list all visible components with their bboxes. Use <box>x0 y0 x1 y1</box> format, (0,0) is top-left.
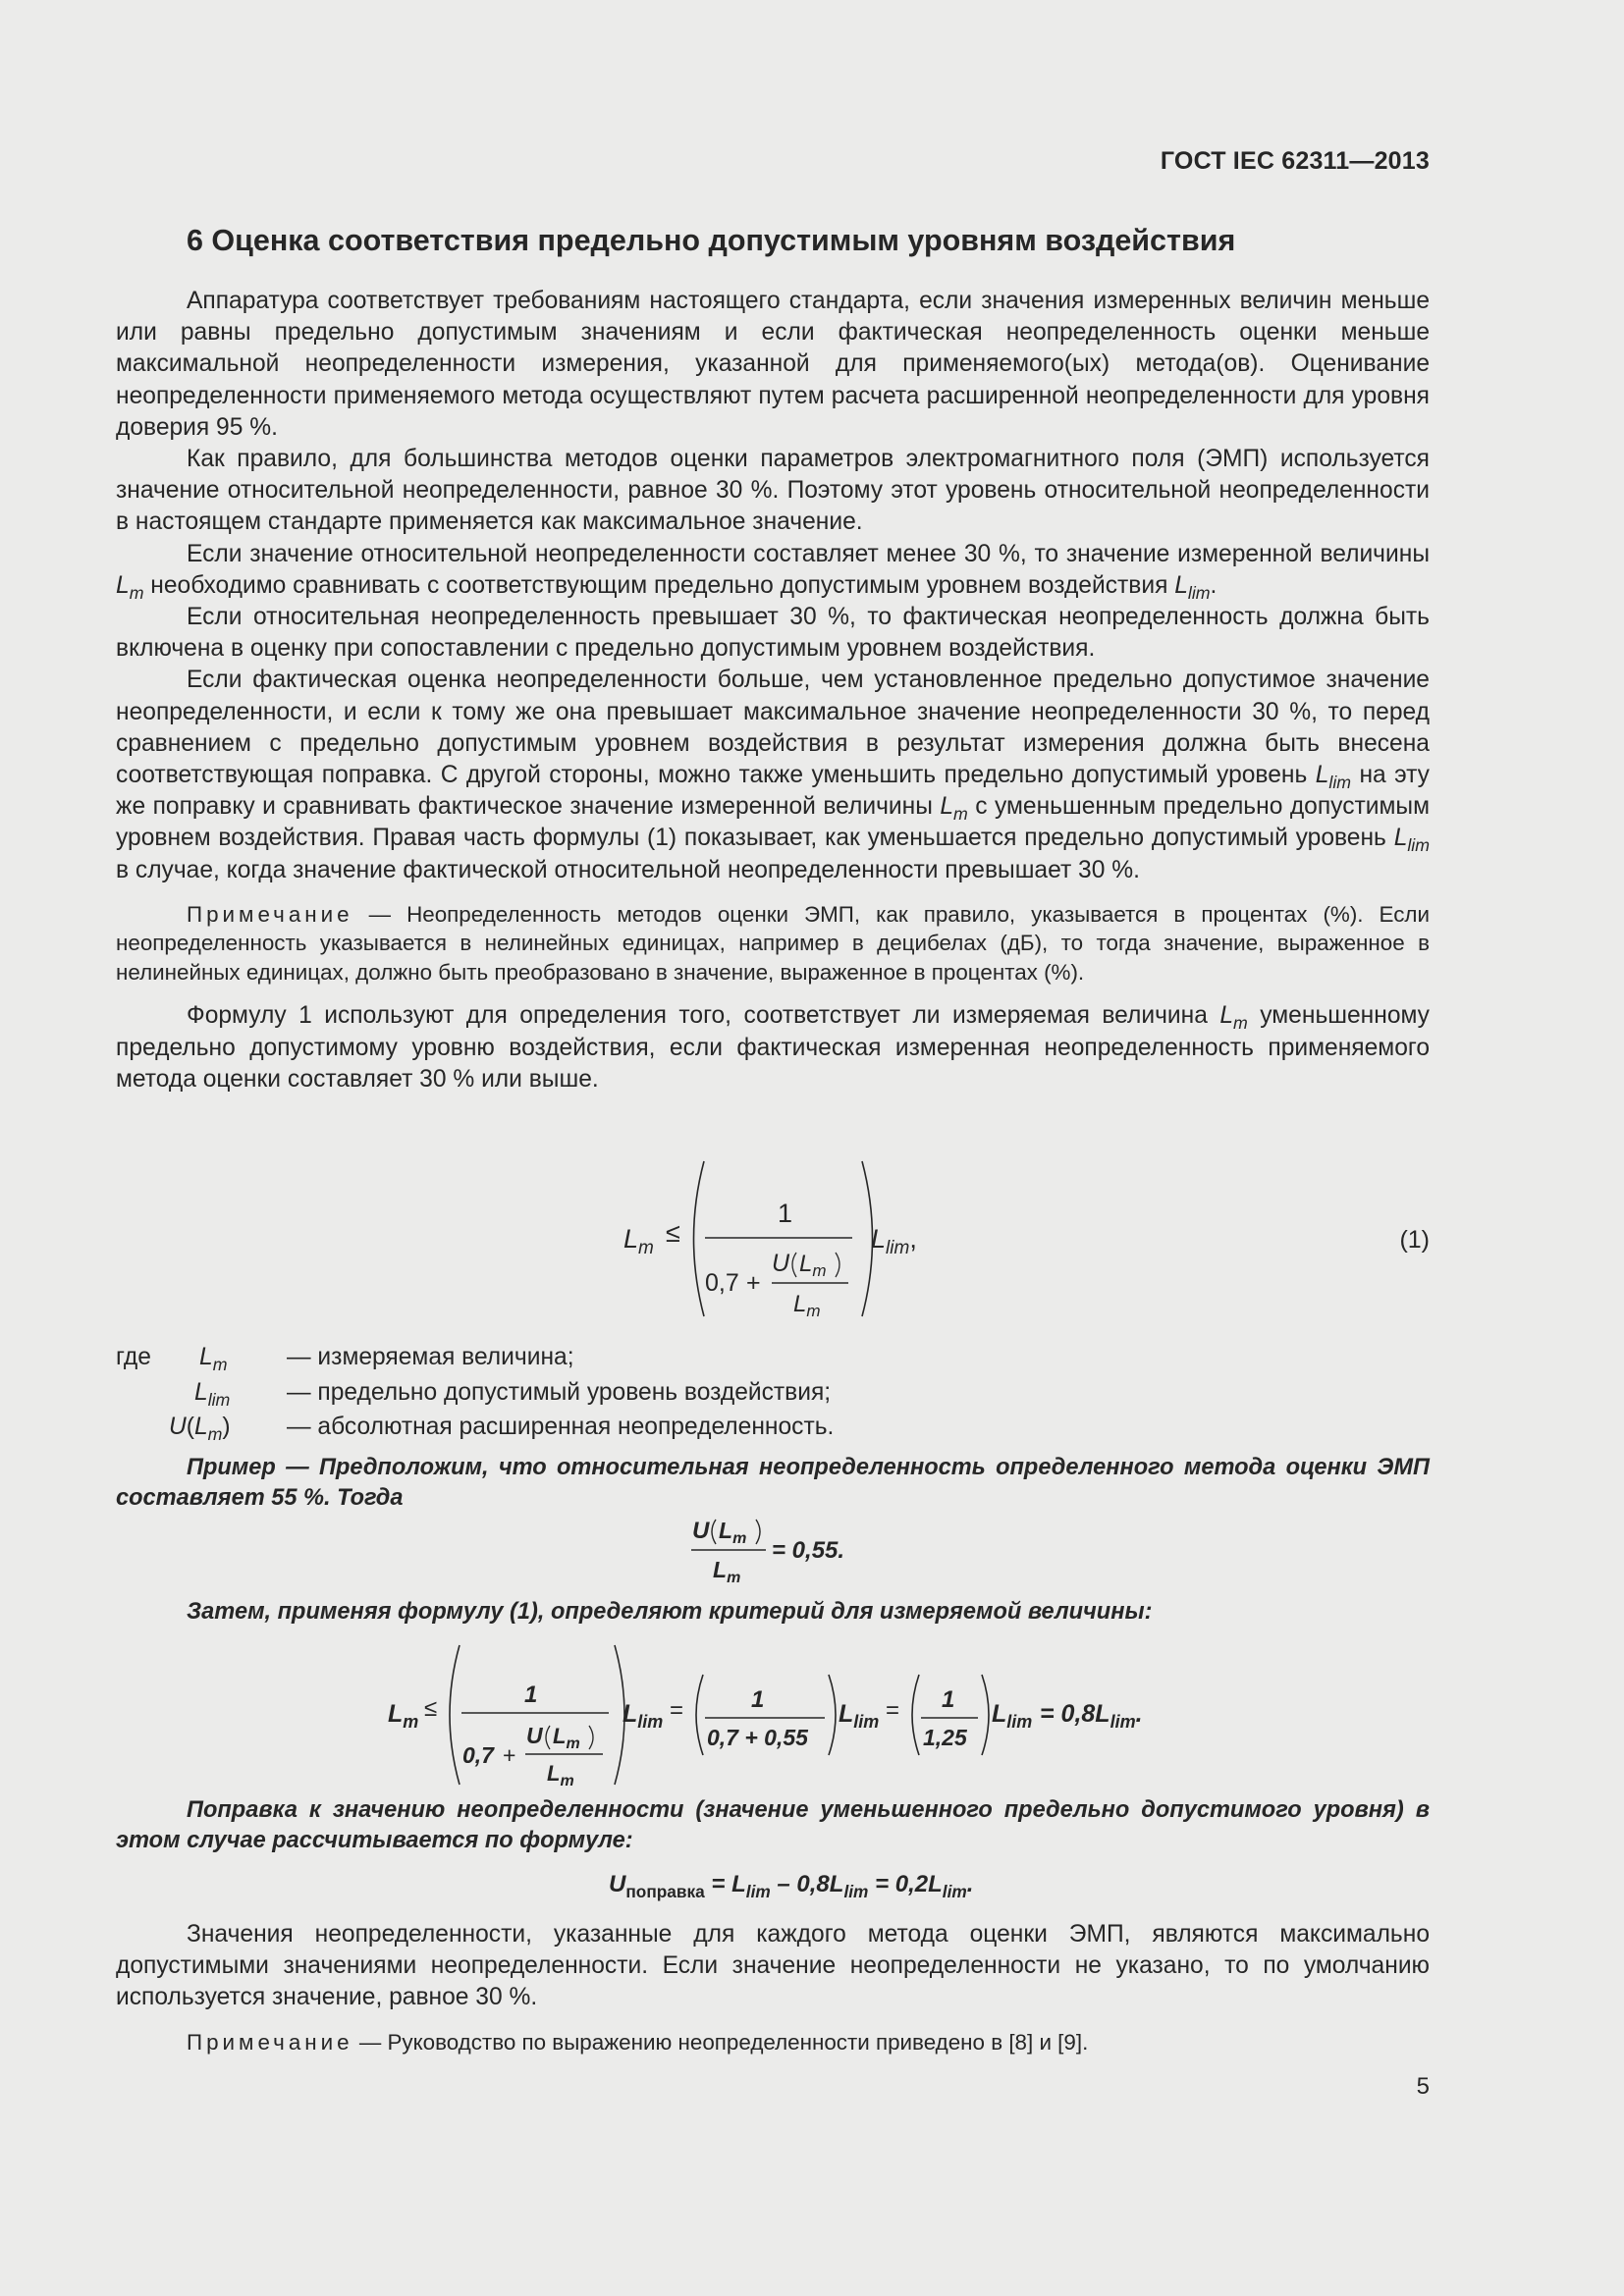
legend-symbol: $L_m$ <box>199 1344 228 1375</box>
calc-lhs: $L_m$ <box>388 1700 419 1732</box>
formula-1-numerator: 1 <box>778 1199 793 1228</box>
correction-intro-block <box>116 1795 1430 1856</box>
calc-u-lm: $L_m$ <box>553 1724 580 1752</box>
calc-rparen-3 <box>982 1675 989 1755</box>
section-title: 6 Оценка соответствия предельно допустимым уровням воздействия <box>187 224 1236 257</box>
calc-llim-1: $L_{lim}$ <box>623 1700 664 1732</box>
paragraph-6: Формулу 1 используют для определения того, соответствует ли измеряемая величина $L_m$ уменьшенному предельно допустимому уровню воздействия, если фактическая измеренная неопределенность применяемого метода оценки составляет 30 % или выше. <box>116 1002 1430 1093</box>
example-ratio-formula <box>687 1512 884 1590</box>
calc-lparen-1 <box>450 1645 460 1785</box>
example-then: Затем, применяя формулу (1), определяют критерий для измеряемой величины: <box>187 1599 1153 1625</box>
calc-lparen-3 <box>912 1675 919 1755</box>
legend-symbol: $U(L_m)$ <box>169 1414 231 1445</box>
note-1: Примечание — Неопределенность методов оценки ЭМП, как правило, указывается в процентах (%). Если неопределенность указывается в нелинейных единицах, например в децибелах (дБ), то тогда значение, выраженное в нелинейных единицах, должно быть преобразовано в значение, выраженное в процентах (%). <box>116 901 1430 985</box>
formula-1-leq: ≤ <box>666 1218 680 1248</box>
formula-1-llim: $L_{lim}$, <box>871 1224 917 1258</box>
example-calc-formula <box>383 1641 1188 1789</box>
formula-1-inner-numerator: U <box>772 1250 790 1277</box>
standard-header: ГОСТ IEC 62311—2013 <box>1160 147 1430 175</box>
formula-1-inner-lparen <box>792 1253 796 1277</box>
example-intro: Пример — Предположим, что относительная неопределенность определенного метода оценки ЭМП составляет 55 %. Тогда <box>116 1455 1430 1511</box>
paragraph-5: Если фактическая оценка неопределенности больше, чем установленное предельно допустимое значение неопределенности, и если к тому же она превышает максимальное значение неопределенности 30 %, то перед сравнением с предельно допустимым уровнем воздействия в результат измерения должна быть внесена соответствующая поправка. С другой стороны, можно также уменьшить предельно допустимый уровень $L_{lim}$ на эту же поправку и сравнивать фактическое значение измеренной величины $L_m$ с уменьшенным предельно допустимым уровнем воздействия. Правая часть формулы (1) показывает, как уменьшается предельно допустимый уровень $L_{lim}$ в случае, когда значение фактической относительной неопределенности превышает 30 %. <box>116 667 1430 883</box>
calc-u-lparen <box>546 1726 550 1749</box>
formula-1-inner-denominator: $L_m$ <box>793 1291 821 1320</box>
calc-plus: + <box>503 1742 516 1768</box>
formula-1-lhs: $L_m$ <box>623 1224 654 1258</box>
calc-denominator-2: 0,7 + 0,55 <box>707 1725 808 1750</box>
calc-rparen-2 <box>829 1675 836 1755</box>
correction-intro: Поправка к значению неопределенности (значение уменьшенного предельно допустимого уровня) в этом случае рассчитывается по формуле: <box>116 1797 1430 1853</box>
calc-llim-2: $L_{lim}$ <box>839 1700 880 1732</box>
paragraph-2: Как правило, для большинства методов оценки параметров электромагнитного поля (ЭМП) используется значение относительной неопределенности, равное 30 %. Поэтому этот уровень относительной неопределенности в настоящем стандарте применяется как максимальное значение. <box>116 446 1430 536</box>
ratio-num-lm: $L_m$ <box>719 1518 747 1547</box>
formula-1-number: (1) <box>1399 1226 1430 1254</box>
paragraph-3: Если значение относительной неопределенности составляет менее 30 %, то значение измеренной величины $L_m$ необходимо сравнивать с соответствующим предельно допустимым уровнем воздействия $L_{lim}$. <box>116 540 1430 604</box>
calc-one-1: 1 <box>524 1682 538 1708</box>
paragraph-7: Значения неопределенности, указанные для каждого метода оценки ЭМП, являются максимально допустимыми значениями неопределенности. Если значение неопределенности не указано, то по умолчанию используется значение, равное 30 %. <box>116 1921 1430 2011</box>
ratio-rparen <box>756 1520 760 1544</box>
legend-where-label: где <box>116 1344 151 1370</box>
ratio-denominator: $L_m$ <box>713 1557 741 1586</box>
example-then-block <box>116 1597 1430 1628</box>
final-text-block <box>116 1919 1430 2056</box>
calc-one-2: 1 <box>751 1686 765 1713</box>
formula-1-inner-rparen <box>836 1253 839 1277</box>
calc-lparen-2 <box>696 1675 703 1755</box>
ratio-numerator: U <box>692 1518 710 1544</box>
calc-eq-1: = <box>670 1697 684 1724</box>
formula-1-inner-lm: $L_m$ <box>799 1251 827 1280</box>
legend-desc: — предельно допустимый уровень воздействия; <box>287 1378 832 1406</box>
calc-const: 0,7 <box>462 1742 494 1768</box>
calc-result: = $0,8L_{lim}$. <box>1040 1700 1143 1732</box>
body-text-block <box>116 286 1430 1095</box>
ratio-value: = 0,55. <box>772 1537 845 1564</box>
legend-desc: — измеряемая величина; <box>287 1344 574 1370</box>
formula-1-plus: + <box>746 1269 761 1297</box>
calc-u-rparen <box>589 1726 593 1749</box>
ratio-lparen <box>712 1520 716 1544</box>
note-2: Примечание — Руководство по выражению неопределенности приведено в [8] и [9]. <box>187 2029 1089 2055</box>
calc-u: U <box>526 1723 543 1748</box>
formula-1 <box>589 1153 1430 1325</box>
paragraph-1: Аппаратура соответствует требованиям настоящего стандарта, если значения измеренных величин меньше или равны предельно допустимым значениям и если фактическая неопределенность оценки меньше максимальной неопределенности измерения, указанной для применяемого(ых) метода(ов). Оценивание неопределенности применяемого метода осуществляют путем расчета расширенной неопределенности для уровня доверия 95 %. <box>116 288 1430 441</box>
formula-1-left-paren <box>694 1161 705 1316</box>
calc-llim-3: $L_{lim}$ <box>992 1700 1033 1732</box>
calc-denominator-3: 1,25 <box>923 1725 967 1750</box>
calc-eq-2: = <box>886 1697 900 1724</box>
legend-symbol: $L_{lim}$ <box>194 1378 231 1410</box>
correction-formula: $U_{поправка} = L_{lim} - 0,8L_{lim} = 0,2L_{lim}$. <box>609 1871 974 1902</box>
calc-one-3: 1 <box>942 1686 955 1713</box>
paragraph-4: Если относительная неопределенность превышает 30 %, то фактическая неопределенность должна быть включена в оценку при сопоставлении с предельно допустимым уровнем воздействия. <box>116 604 1430 663</box>
legend-desc: — абсолютная расширенная неопределенность. <box>287 1414 835 1440</box>
page-number: 5 <box>1416 2073 1430 2100</box>
formula-1-const: 0,7 <box>705 1269 739 1297</box>
calc-leq: ≤ <box>424 1695 438 1722</box>
calc-inner-lm: $L_m$ <box>547 1761 574 1789</box>
example-intro-block <box>116 1453 1430 1514</box>
